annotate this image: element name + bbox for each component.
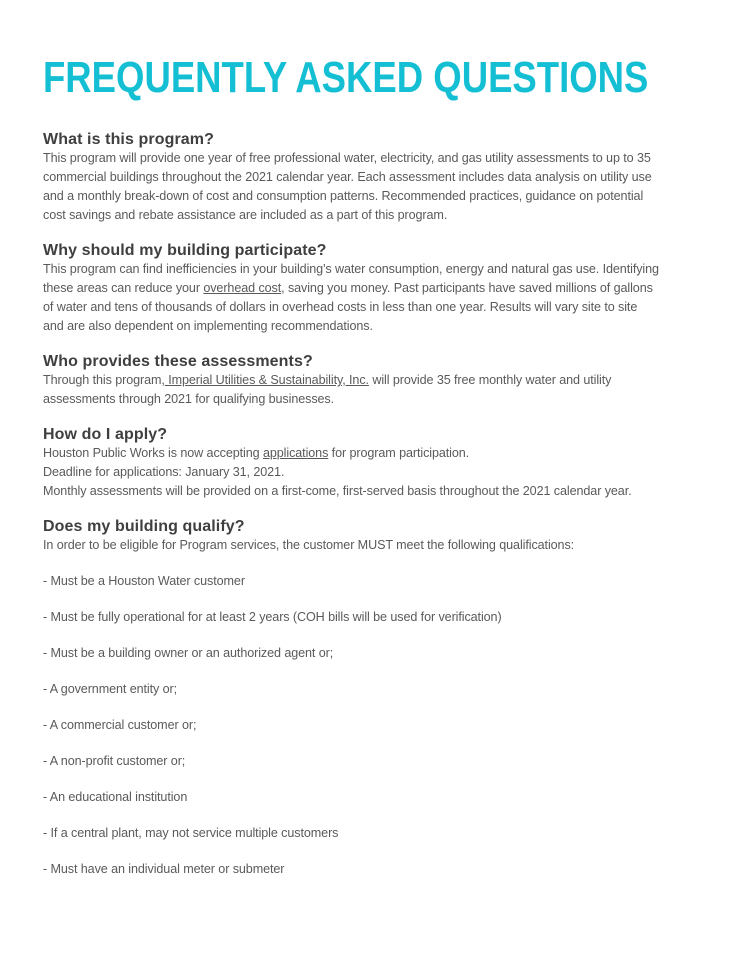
qualification-item [43,860,697,879]
paragraph-line [43,298,697,317]
paragraph-line [43,371,697,390]
faq-section-does-my-building-qualify [43,517,697,879]
text-run: - An educational institution [43,790,188,804]
text-run: will provide 35 free monthly water and utility [368,373,612,387]
faq-section-who-provides-these-assessments [43,352,697,409]
paragraph-line [43,279,697,298]
paragraph-line [43,536,697,555]
text-run: these areas can reduce your [43,281,204,295]
text-run: In order to be eligible for Program services, the customer MUST meet the following qualifications: [43,538,575,552]
overhead-cost-link[interactable]: overhead cost [203,281,282,295]
text-run: and a monthly break-down of cost and consumption patterns. Recommended practices, guidance on potential [43,189,644,203]
question-heading: Does my building qualify? [43,518,245,535]
text-run: Houston Public Works is now accepting [43,446,263,460]
faq-sections [43,130,697,879]
paragraph-line [43,168,697,187]
text-run: cost savings and rebate assistance are included as a part of this program. [43,208,448,222]
paragraph-line [43,317,697,336]
paragraph-line [43,149,697,168]
applications-link[interactable]: applications [262,446,329,460]
paragraph-line [43,482,697,501]
text-run: Through this program, [43,373,165,387]
text-run: Deadline for applications: January 31, 2021. [43,465,285,479]
qualification-item [43,572,697,591]
qualification-item [43,608,697,627]
qualification-item [43,788,697,807]
text-run: - A commercial customer or; [43,718,197,732]
paragraph-line [43,187,697,206]
text-run: assessments through 2021 for qualifying businesses. [43,392,335,406]
qualification-item [43,644,697,663]
qualification-item [43,680,697,699]
text-run: - Must be a building owner or an authorized agent or; [43,646,334,660]
text-run: commercial buildings throughout the 2021 calendar year. Each assessment includes data analysis on utility use [43,170,652,184]
paragraph-line [43,463,697,482]
text-run: - Must have an individual meter or submeter [43,862,285,876]
paragraph-line [43,206,697,225]
text-run: Monthly assessments will be provided on a first-come, first-served basis throughout the 2021 calendar year. [43,484,632,498]
text-run: - A non-profit customer or; [43,754,186,768]
text-run: of water and tens of thousands of dollars in overhead costs in less than one year. Results will vary site to site [43,300,638,314]
qualification-item [43,752,697,771]
paragraph-line [43,444,697,463]
question-heading: How do I apply? [43,426,168,443]
text-run: This program will provide one year of free professional water, electricity, and gas utility assessments to up to 35 [43,151,651,165]
faq-section-what-is-this-program [43,130,697,225]
question-heading: Who provides these assessments? [43,353,313,370]
question-heading: What is this program? [43,131,214,148]
faq-section-why-should-my-building-participate [43,241,697,336]
text-run: This program can find inefficiencies in your building's water consumption, energy and natural gas use. Identifying [43,262,659,276]
text-run: for program participation. [328,446,470,460]
text-run: - Must be fully operational for at least 2 years (COH bills will be used for verification) [43,610,502,624]
qualification-item [43,824,697,843]
qualification-item [43,716,697,735]
imperial-utilities-link[interactable]: Imperial Utilities & Sustainability, Inc. [164,373,369,387]
text-run: and are also dependent on implementing recommendations. [43,319,373,333]
text-run: - Must be a Houston Water customer [43,574,245,588]
text-run: - A government entity or; [43,682,178,696]
question-heading: Why should my building participate? [43,242,327,259]
faq-section-how-do-i-apply [43,425,697,501]
paragraph-line [43,390,697,409]
page-title: FREQUENTLY ASKED QUESTIONS [43,53,649,102]
paragraph-line [43,260,697,279]
text-run: , saving you money. Past participants have saved millions of gallons [281,281,653,295]
text-run: - If a central plant, may not service multiple customers [43,826,339,840]
